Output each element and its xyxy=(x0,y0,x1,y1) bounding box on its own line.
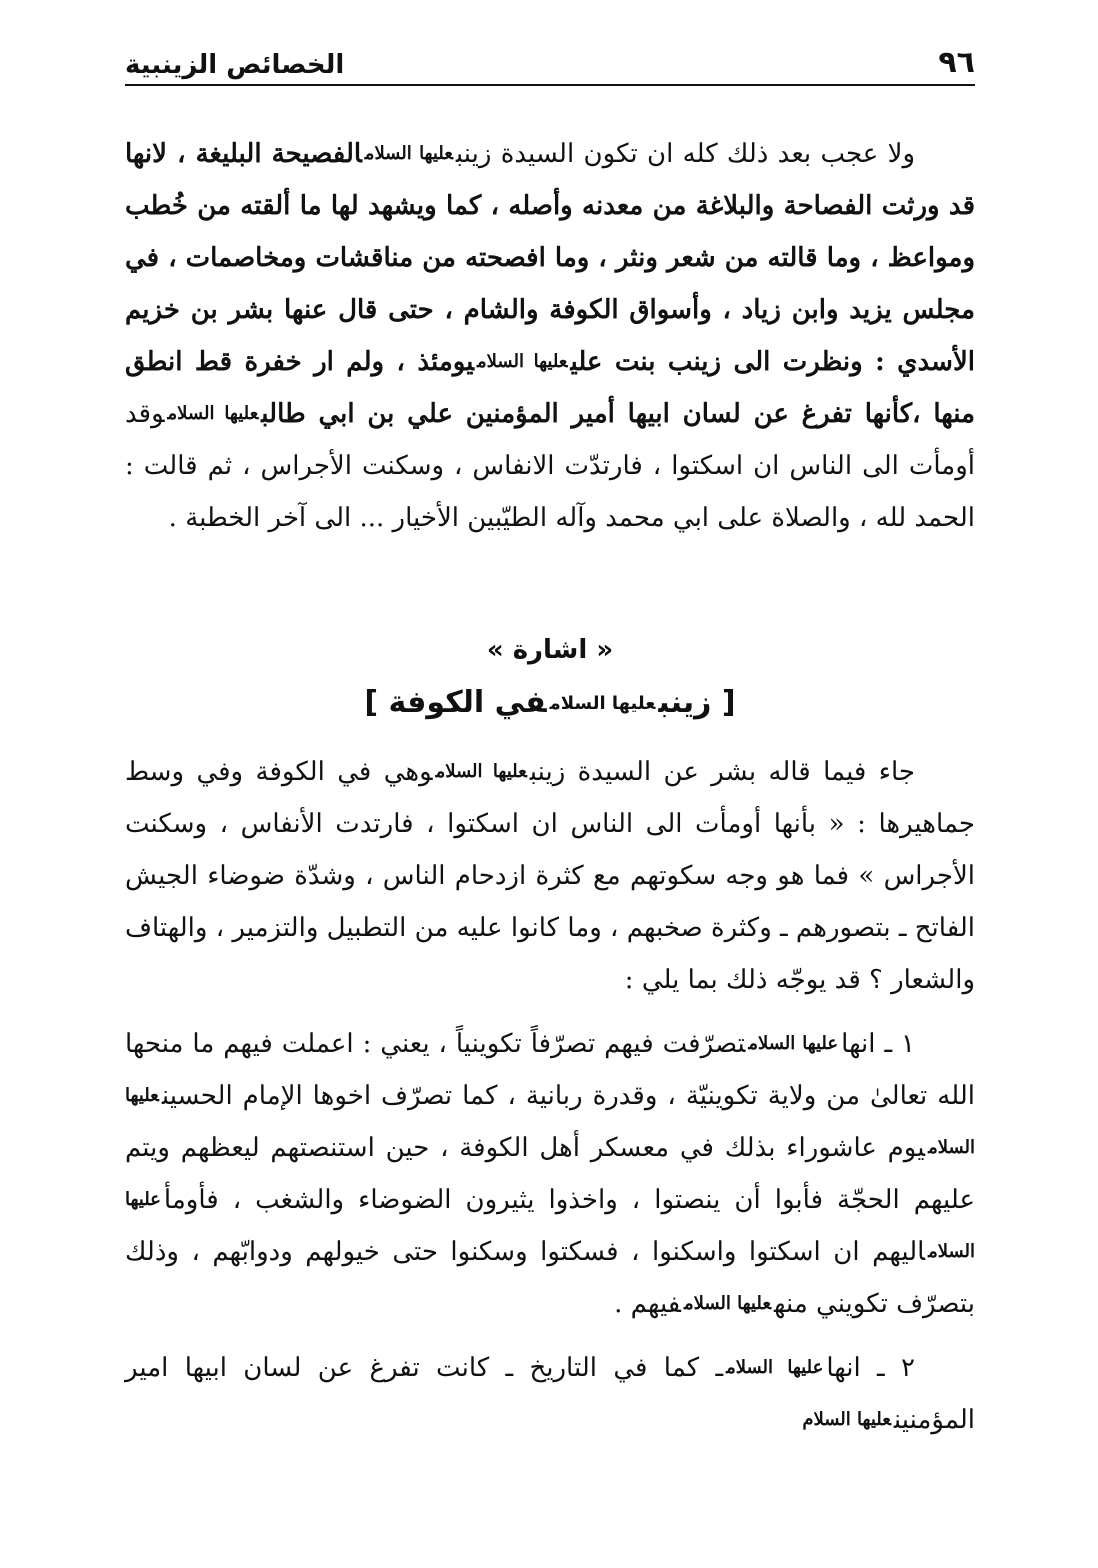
honorific-mark: عليها السلام xyxy=(549,693,656,714)
point-1: ١ ـ انهاعليها السلامتصرّفت فيهم تصرّفاً تكوينياً ، يعني : اعملت فيهم ما منحها الله تعالىٰ من ولاية تكوينيّة ، وقدرة ربانية ، كما تصرّف اخوها الإمام الحسينعليها السلاميوم عاشوراء بذلك في معسكر أهل الكوفة ، حين استنصتهم ليعظهم ويتم عليهم الحجّة فأبوا أن ينصتوا ، واخذوا يثيرون الضوضاء والشغب ، فأومأعليها السلاماليهم ان اسكتوا واسكنوا ، فسكتوا وسكنوا حتى خيولهم ودوابّهم ، وذلك بتصرّف تكويني منهعليها السلامفيهم . xyxy=(125,1029,975,1319)
section-title: [ زينبعليها السلامفي الكوفة ] xyxy=(364,685,736,720)
honorific-mark: عليها السلام xyxy=(726,1357,824,1378)
discussion-block xyxy=(125,746,975,1446)
honorific-mark: عليها السلام xyxy=(435,761,527,782)
honorific-mark: عليها السلام xyxy=(125,1085,975,1158)
discussion-paragraph: جاء فيما قاله بشر عن السيدة زينبعليها السلاموهي في الكوفة وفي وسط جماهيرها : « بأنها أومأت الى الناس ان اسكتوا ، فارتدت الأنفاس ، وسكنت الأجراس » فما هو وجه سكوتهم مع كثرة ازدحام الناس ، وشدّة ضوضاء الجيش الفاتح ـ بتصورهم ـ وكثرة صخبهم ، وما كانوا عليه من التطبيل والتزمير ، والهتاف والشعار ؟ قد يوجّه ذلك بما يلي : xyxy=(125,757,975,995)
honorific-mark: عليها السلام xyxy=(748,1033,839,1054)
honorific-mark: عليها السلام xyxy=(167,403,259,424)
section-label: « اشارة » xyxy=(486,635,614,665)
honorific-mark: عليها السلام xyxy=(683,1293,771,1314)
page-header xyxy=(125,40,975,86)
honorific-mark: عليها السلام xyxy=(125,1189,975,1262)
honorific-mark: عليها السلام xyxy=(477,351,568,372)
point-2: ٢ ـ انهاعليها السلامـ كما في التاريخ ـ كانت تفرغ عن لسان ابيها امير المؤمنينعليها السلام xyxy=(125,1353,975,1435)
page-number: ٩٦ xyxy=(938,45,975,80)
honorific-mark: عليها السلام xyxy=(364,143,453,164)
intro-text: ولا عجب بعد ذلك كله ان تكون السيدة زينبعليها السلامالفصيحة البليغة ، لانها قد ورثت الفصاحة والبلاغة من معدنه وأصله ، كما ويشهد لها ما ألقته من خُطب ومواعظ ، وما قالته من شعر ونثر ، وما افصحته من مناقشات ومخاصمات ، في مجلس يزيد وابن زياد ، وأسواق الكوفة والشام ، حتى قال عنها بشر بن خزيم الأسدي : ونظرت الى زينب بنت عليعليها السلاميومئذ ، ولم ار خفرة قط انطق منها ،كأنها تفرغ عن لسان ابيها أمير المؤمنين علي بن ابي طالبعليها السلاموقد أومأت الى الناس ان اسكتوا ، فارتدّت الانفاس ، وسكنت الأجراس ، ثم قالت : الحمد لله ، والصلاة على ابي محمد وآله الطيّبين الأخيار ... الى آخر الخطبة . xyxy=(125,139,976,533)
running-title: الخصائص الزينبية xyxy=(125,50,345,80)
honorific-mark: عليها السلام xyxy=(802,1409,891,1430)
intro-paragraph xyxy=(125,128,975,544)
